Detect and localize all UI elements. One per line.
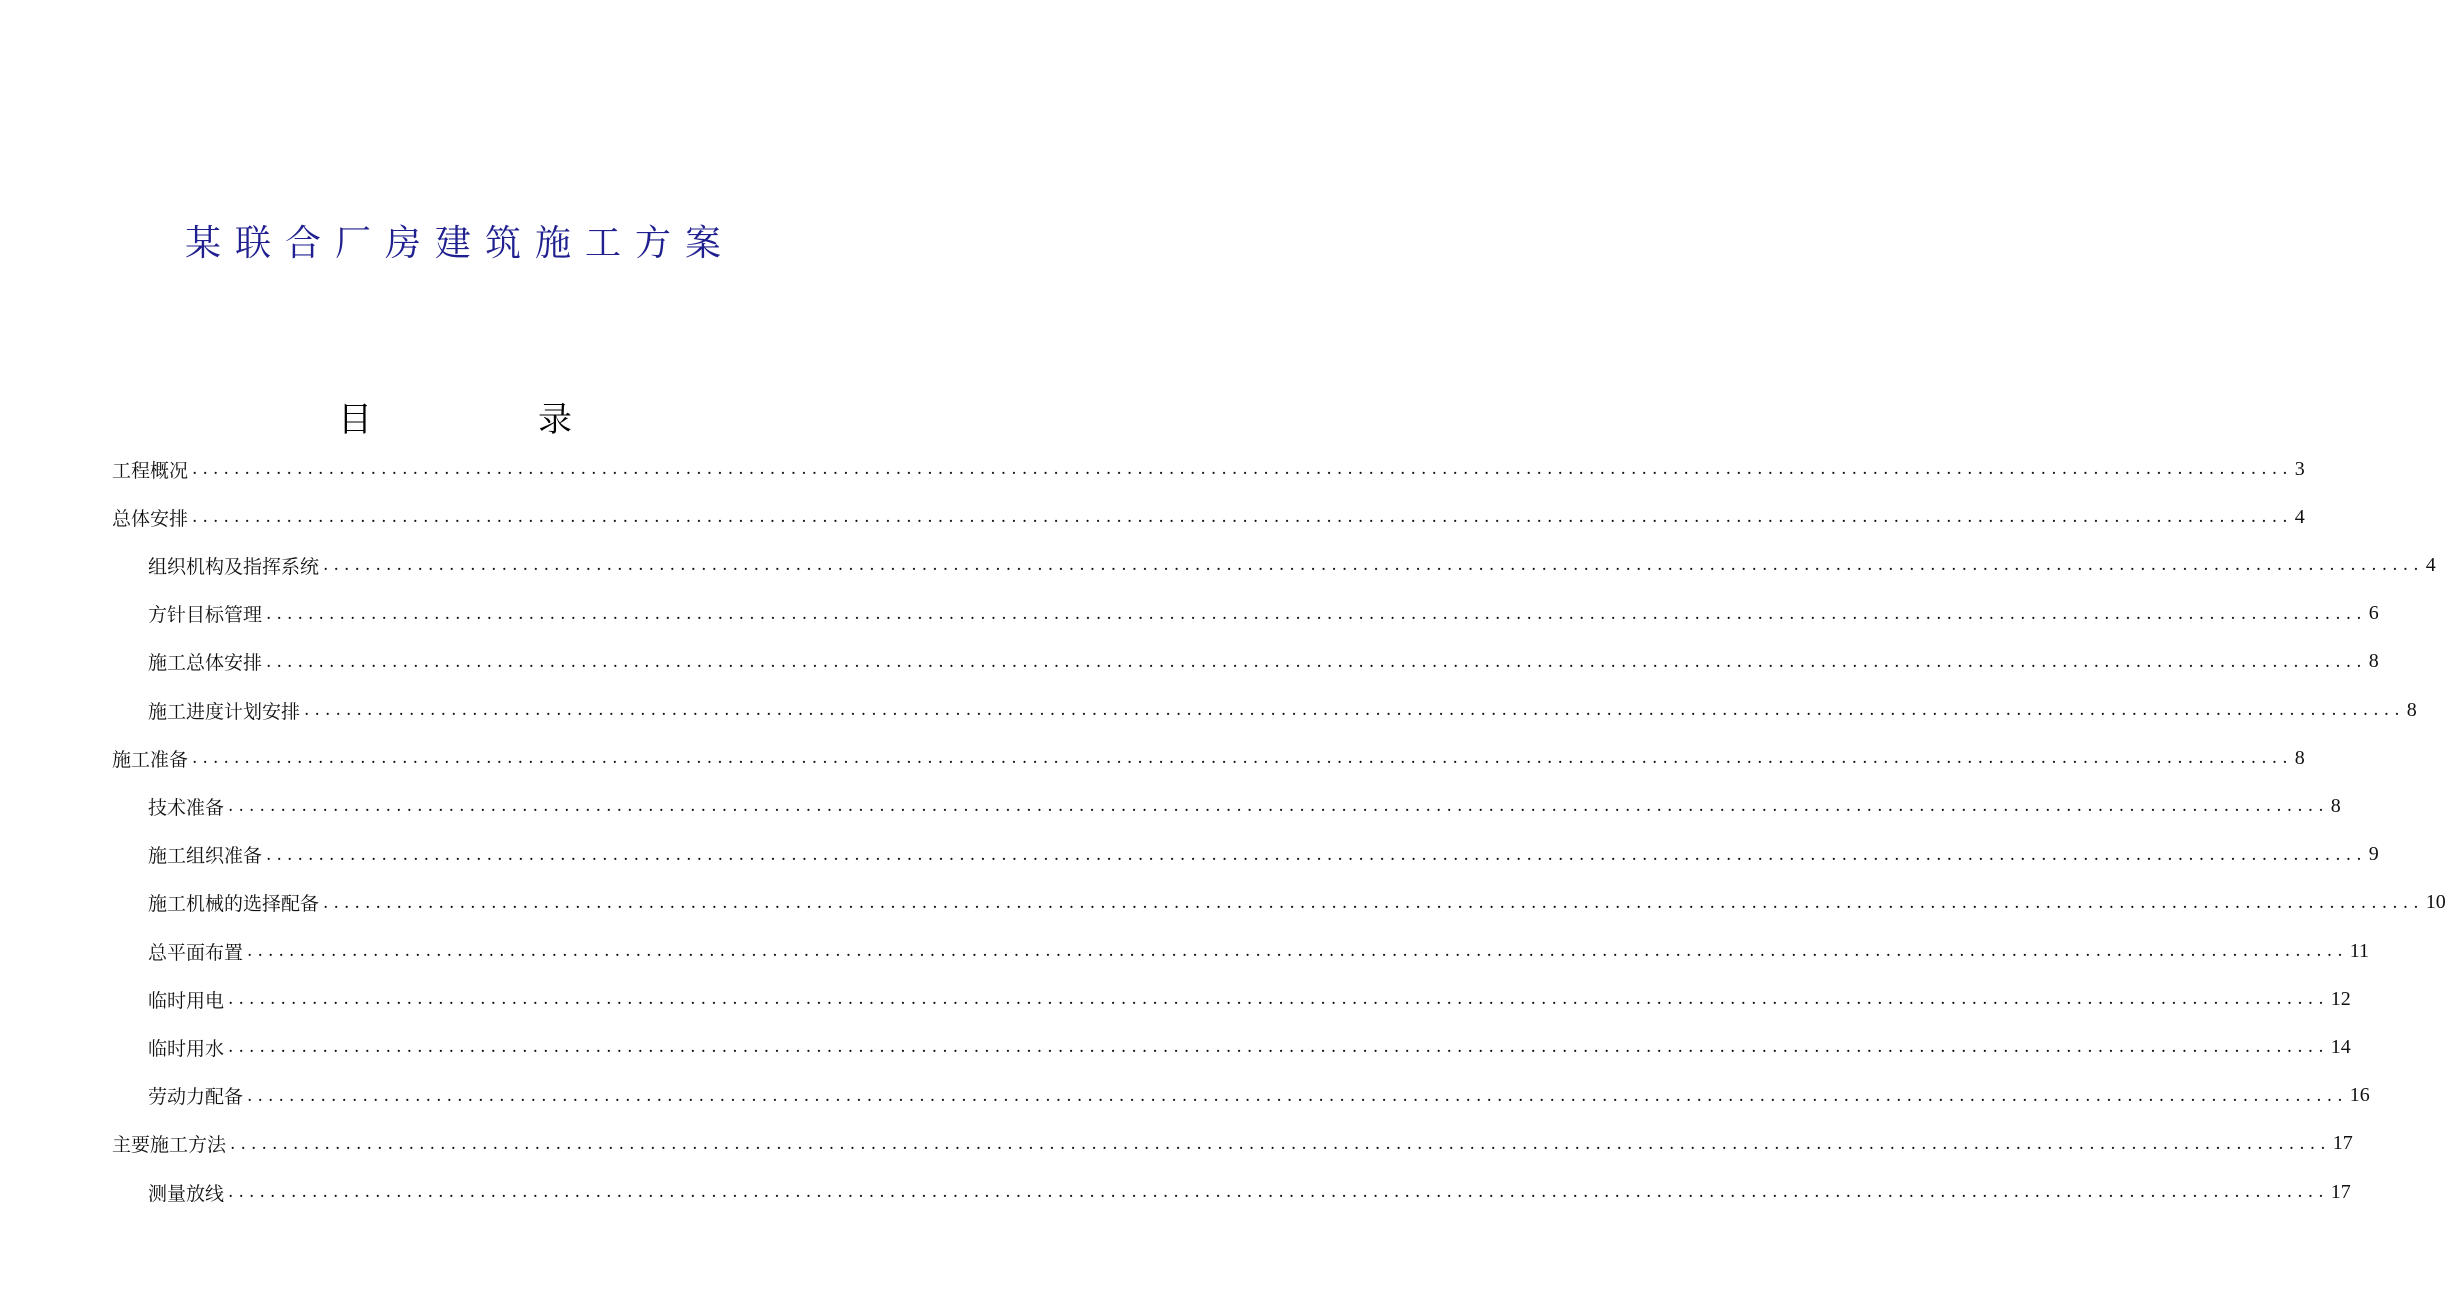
toc-entry[interactable]	[148, 879, 2446, 927]
toc-entry-label: 工程概况	[112, 459, 189, 482]
toc-page-number: 17	[2332, 1132, 2353, 1155]
toc-entry[interactable]	[148, 686, 2417, 734]
toc-entry-label: 方针目标管理	[148, 604, 263, 627]
toc-page-number: 6	[2368, 602, 2379, 625]
toc-entry[interactable]	[112, 493, 2305, 541]
toc-entry-label: 施工机械的选择配备	[148, 893, 320, 916]
toc-page-number: 8	[2406, 698, 2417, 721]
toc-page-number: 17	[2330, 1180, 2351, 1203]
toc-entry[interactable]	[148, 1072, 2370, 1120]
toc-page-number: 8	[2368, 650, 2379, 673]
toc-entry-label: 施工进度计划安排	[148, 700, 301, 723]
toc-page-number: 4	[2294, 505, 2305, 528]
toc-page-number: 12	[2330, 987, 2351, 1010]
toc-entry-label: 测量放线	[148, 1182, 225, 1205]
toc-entry-label: 临时用电	[148, 989, 225, 1012]
toc-page-number: 4	[2425, 553, 2436, 576]
toc-dot-leader: ........................................................................................................................................................................................................	[266, 844, 2367, 865]
toc-dot-leader: ........................................................................................................................................................................................................	[228, 1037, 2329, 1058]
toc-entry[interactable]	[148, 1168, 2351, 1216]
toc-dot-leader: ........................................................................................................................................................................................................	[247, 941, 2348, 961]
toc-entry-label: 临时用水	[148, 1037, 225, 1060]
toc-entry[interactable]	[112, 445, 2305, 493]
toc-entry-label: 主要施工方法	[112, 1134, 227, 1157]
toc-dot-leader: ........................................................................................................................................................................................................	[192, 459, 2293, 479]
toc-entry-label: 组织机构及指挥系统	[148, 555, 320, 578]
toc-dot-leader: ........................................................................................................................................................................................................	[266, 651, 2367, 672]
toc-entry[interactable]	[112, 1120, 2353, 1168]
toc-entry-label: 总平面布置	[148, 941, 244, 964]
toc-dot-leader: ........................................................................................................................................................................................................	[266, 603, 2367, 624]
toc-entry-label: 施工组织准备	[148, 845, 263, 868]
toc-entry[interactable]	[148, 638, 2379, 686]
toc-entry[interactable]	[148, 590, 2379, 638]
toc-entry[interactable]	[148, 541, 2436, 589]
toc-dot-leader: ........................................................................................................................................................................................................	[228, 1182, 2329, 1202]
toc-entry[interactable]	[112, 734, 2305, 782]
toc-dot-leader: ........................................................................................................................................................................................................	[228, 989, 2329, 1010]
toc-entry-label: 劳动力配备	[148, 1086, 244, 1109]
toc-entry-label: 技术准备	[148, 796, 225, 819]
toc-dot-leader: ........................................................................................................................................................................................................	[323, 555, 2424, 576]
toc-page-number: 16	[2349, 1084, 2370, 1107]
document-title: 某联合厂房建筑施工方案	[184, 223, 735, 264]
toc-page-number: 8	[2294, 746, 2305, 769]
toc-heading	[0, 398, 920, 442]
toc-entry[interactable]	[148, 927, 2370, 975]
toc-page-number: 3	[2294, 457, 2305, 480]
toc-page-number: 9	[2368, 843, 2379, 866]
toc-dot-leader: ........................................................................................................................................................................................................	[323, 892, 2424, 913]
toc-entry[interactable]	[148, 1023, 2351, 1071]
toc-entry-label: 施工总体安排	[148, 652, 263, 675]
toc-entry[interactable]	[148, 975, 2351, 1023]
toc-dot-leader: ........................................................................................................................................................................................................	[230, 1133, 2331, 1154]
toc-page-number: 8	[2330, 794, 2341, 817]
toc-entry-label: 施工准备	[112, 748, 189, 771]
toc-heading-char-2: 录	[538, 400, 572, 440]
toc-dot-leader: ........................................................................................................................................................................................................	[192, 507, 2293, 528]
toc-dot-leader: ........................................................................................................................................................................................................	[192, 748, 2293, 769]
toc-dot-leader: ........................................................................................................................................................................................................	[247, 1085, 2348, 1106]
toc-dot-leader: ........................................................................................................................................................................................................	[304, 700, 2405, 720]
toc-dot-leader: ........................................................................................................................................................................................................	[228, 796, 2329, 817]
toc-entry[interactable]	[148, 782, 2341, 830]
toc-heading-char-1: 目	[338, 400, 372, 440]
toc-entry[interactable]	[148, 831, 2379, 879]
toc-entry-label: 总体安排	[112, 507, 189, 530]
toc-page-number: 10	[2425, 891, 2446, 914]
toc-page-number: 14	[2330, 1035, 2351, 1058]
toc-page-number: 11	[2349, 939, 2370, 962]
